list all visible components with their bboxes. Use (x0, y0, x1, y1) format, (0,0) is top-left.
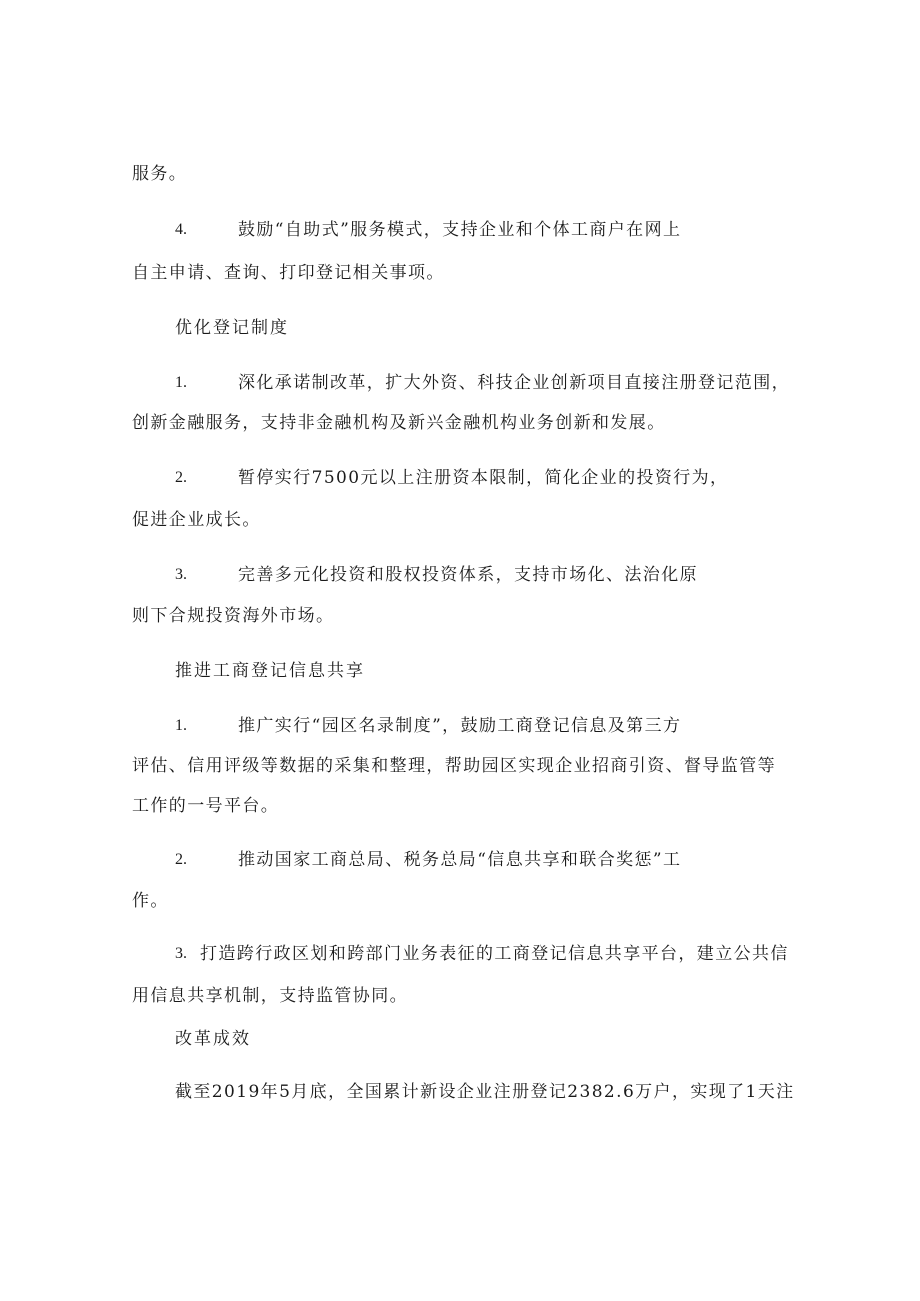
section-heading: 改革成效 (175, 1029, 251, 1049)
list-item-text: 鼓励“自助式”服务模式，支持企业和个体工商户在网上 (238, 220, 682, 240)
list-item-text: 创新金融服务，支持非金融机构及新兴金融机构业务创新和发展。 (132, 413, 666, 433)
list-item-number: 3. (175, 566, 187, 583)
list-item-number: 2. (175, 469, 187, 486)
list-item-number: 3. (175, 945, 187, 962)
list-item-text: 推动国家工商总局、税务总局“信息共享和联合奖惩”工 (238, 850, 682, 870)
continuation-text: 服务。 (132, 164, 188, 184)
list-item-number: 1. (175, 717, 187, 734)
list-item-text: 深化承诺制改革，扩大外资、科技企业创新项目直接注册登记范围， (238, 373, 790, 393)
list-item-text: 用信息共享机制，支持监管协同。 (132, 986, 408, 1006)
list-item-text: 则下合规投资海外市场。 (132, 606, 335, 626)
list-item-text: 暂停实行7500元以上注册资本限制，简化企业的投资行为， (238, 468, 729, 488)
list-item-text: 促进企业成长。 (132, 510, 261, 530)
list-item-text: 打造跨行政区划和跨部门业务表征的工商登记信息共享平台，建立公共信 (200, 944, 789, 964)
list-item-number: 2. (175, 851, 187, 868)
list-item-text: 推广实行“园区名录制度”，鼓励工商登记信息及第三方 (238, 716, 682, 736)
list-item-text: 工作的一号平台。 (132, 796, 280, 816)
list-item-text: 自主申请、查询、打印登记相关事项。 (132, 263, 445, 283)
list-item-number: 1. (175, 374, 187, 391)
paragraph-text: 截至2019年5月底，全国累计新设企业注册登记2382.6万户，实现了1天注 (175, 1082, 795, 1102)
list-item-number: 4. (175, 221, 187, 238)
section-heading: 推进工商登记信息共享 (175, 661, 365, 681)
list-item-text: 作。 (132, 891, 169, 911)
list-item-text: 评估、信用评级等数据的采集和整理，帮助园区实现企业招商引资、督导监管等 (132, 756, 776, 776)
section-heading: 优化登记制度 (175, 318, 289, 338)
list-item-text: 完善多元化投资和股权投资体系，支持市场化、法治化原 (238, 565, 698, 585)
